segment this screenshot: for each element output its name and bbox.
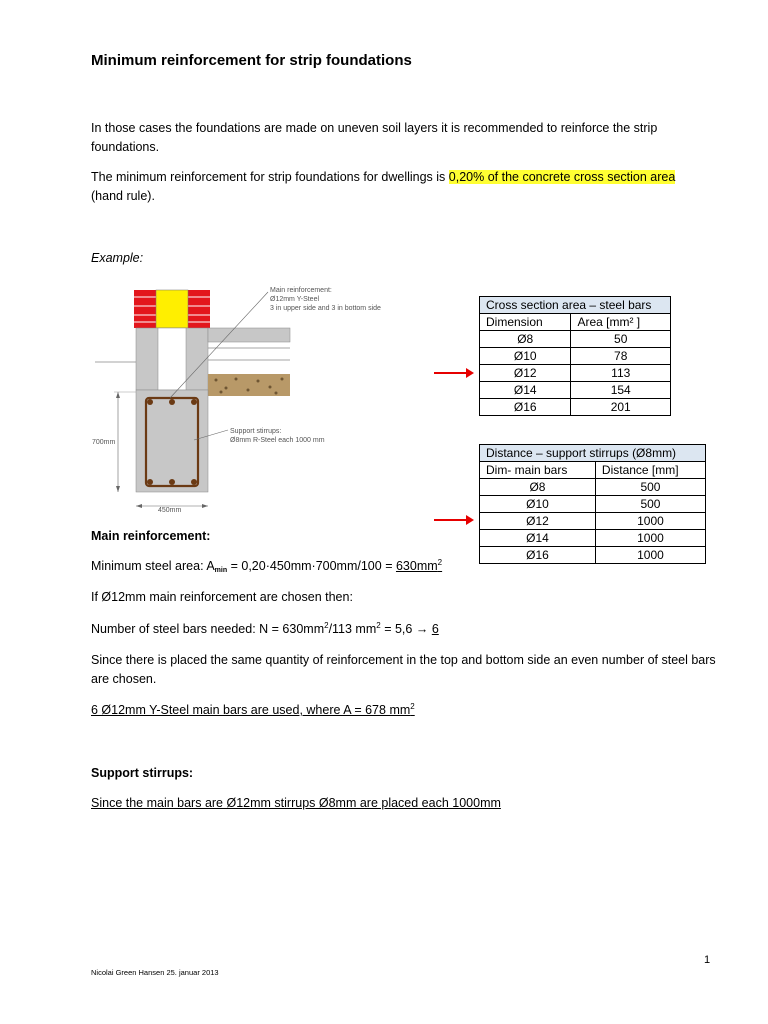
- min-steel-prefix: Minimum steel area: A: [91, 559, 215, 573]
- table-cell: Ø16: [480, 399, 571, 416]
- main-reinforcement-heading: Main reinforcement:: [91, 529, 211, 543]
- wall-cavity: [158, 328, 186, 390]
- conclusion-line: [91, 701, 721, 720]
- table-cell: 201: [571, 399, 671, 416]
- table1-caption: Cross section area – steel bars: [480, 297, 671, 314]
- page-number: 1: [704, 954, 711, 966]
- table-cell: Ø16: [480, 547, 596, 564]
- table-cell: 500: [595, 496, 705, 513]
- table2-caption: Distance – support stirrups (Ø8mm): [480, 445, 706, 462]
- arrow-to-table2-icon: [432, 513, 476, 527]
- min-steel-result: 630mm: [395, 559, 438, 573]
- main-reinf-label: Main reinforcement:: [270, 287, 332, 294]
- table-cell: 1000: [595, 547, 705, 564]
- since-same-paragraph: Since there is placed the same quantity of reinforcement in the top and bottom side an even number of steel bars are chosen.: [91, 653, 716, 686]
- table2-header: Dim- main bars: [480, 462, 596, 479]
- footer-author: Nicolai Green Hansen 25. januar 2013: [91, 968, 219, 977]
- num-bars-prefix: Number of steel bars needed: N = 630mm: [91, 622, 325, 636]
- table-cell: 78: [571, 348, 671, 365]
- table-row: [480, 365, 671, 382]
- num-bars-line: [91, 620, 721, 639]
- stirrup-distance-table: [479, 444, 706, 564]
- insulation: [156, 290, 188, 328]
- table-cell: Ø10: [480, 496, 596, 513]
- num-bars-sup: 2: [324, 621, 329, 630]
- if-chosen-line: If Ø12mm main reinforcement are chosen then:: [91, 590, 353, 604]
- min-rule-after: (hand rule).: [91, 189, 155, 203]
- table1-header: Area [mm² ]: [571, 314, 671, 331]
- table-cell: Ø14: [480, 530, 596, 547]
- brick-wall: [134, 290, 210, 328]
- conclusion-text: 6 Ø12mm Y-Steel main bars are used, where A = 678 mm: [91, 703, 411, 717]
- stirrups-detail: Ø8mm R-Steel each 1000 mm: [230, 437, 325, 444]
- min-rule-text: The minimum reinforcement for strip foundations for dwellings is: [91, 170, 449, 184]
- stirrups-conclusion: [91, 794, 721, 813]
- table-row: [480, 331, 671, 348]
- min-steel-line: [91, 557, 721, 576]
- table-cell: Ø10: [480, 348, 571, 365]
- height-dim-label: 700mm: [92, 439, 116, 446]
- min-steel-sub: min: [214, 567, 228, 574]
- cross-section-table: [479, 296, 671, 416]
- min-rule-paragraph: [91, 168, 721, 206]
- table-cell: Ø8: [480, 479, 596, 496]
- foundation-drawing: [90, 280, 440, 520]
- intro-paragraph: In those cases the foundations are made on uneven soil layers it is recommended to reinforce the strip foundations.: [91, 121, 658, 154]
- min-rule-highlight: 0,20% of the concrete cross section area: [448, 170, 676, 184]
- table-cell: Ø14: [480, 382, 571, 399]
- width-dim-label: 450mm: [158, 507, 182, 514]
- num-bars-mid: /113 mm: [328, 622, 377, 636]
- table2-header: Distance [mm]: [595, 462, 705, 479]
- num-bars-eq: = 5,6: [380, 622, 416, 636]
- table-cell: 1000: [595, 530, 705, 547]
- table-cell: 50: [571, 331, 671, 348]
- table-cell: 1000: [595, 513, 705, 530]
- table-cell: 500: [595, 479, 705, 496]
- stirrups-conclusion-text: Since the main bars are Ø12mm stirrups Ø8mm are placed each 1000mm: [91, 796, 501, 810]
- table-cell: 113: [571, 365, 671, 382]
- min-steel-formula: = 0,20·450mm·700mm/100 =: [227, 559, 396, 573]
- floor-slab: [208, 328, 290, 342]
- table1-header: Dimension: [480, 314, 571, 331]
- table-row: [480, 382, 671, 399]
- conclusion-sup: 2: [410, 702, 415, 711]
- table-cell: 154: [571, 382, 671, 399]
- main-reinf-detail2: 3 in upper side and 3 in bottom side: [270, 305, 381, 312]
- right-arrow-icon: →: [415, 622, 429, 636]
- table-cell: Ø12: [480, 365, 571, 382]
- support-stirrups-heading: Support stirrups:: [91, 766, 194, 780]
- table-row: [480, 496, 706, 513]
- table-row: [480, 479, 706, 496]
- example-label: Example:: [91, 251, 144, 265]
- page-title: Minimum reinforcement for strip foundations: [91, 52, 412, 69]
- table-row: [480, 348, 671, 365]
- main-reinf-detail1: Ø12mm Y-Steel: [270, 296, 320, 303]
- min-steel-sup: 2: [437, 558, 443, 567]
- table-cell: Ø12: [480, 513, 596, 530]
- num-bars-result: 6: [431, 622, 439, 636]
- table-cell: Ø8: [480, 331, 571, 348]
- arrow-to-table1-icon: [432, 366, 476, 380]
- num-bars-sup: 2: [376, 621, 381, 630]
- stirrups-label: Support stirrups:: [230, 428, 282, 435]
- table-row: [480, 399, 671, 416]
